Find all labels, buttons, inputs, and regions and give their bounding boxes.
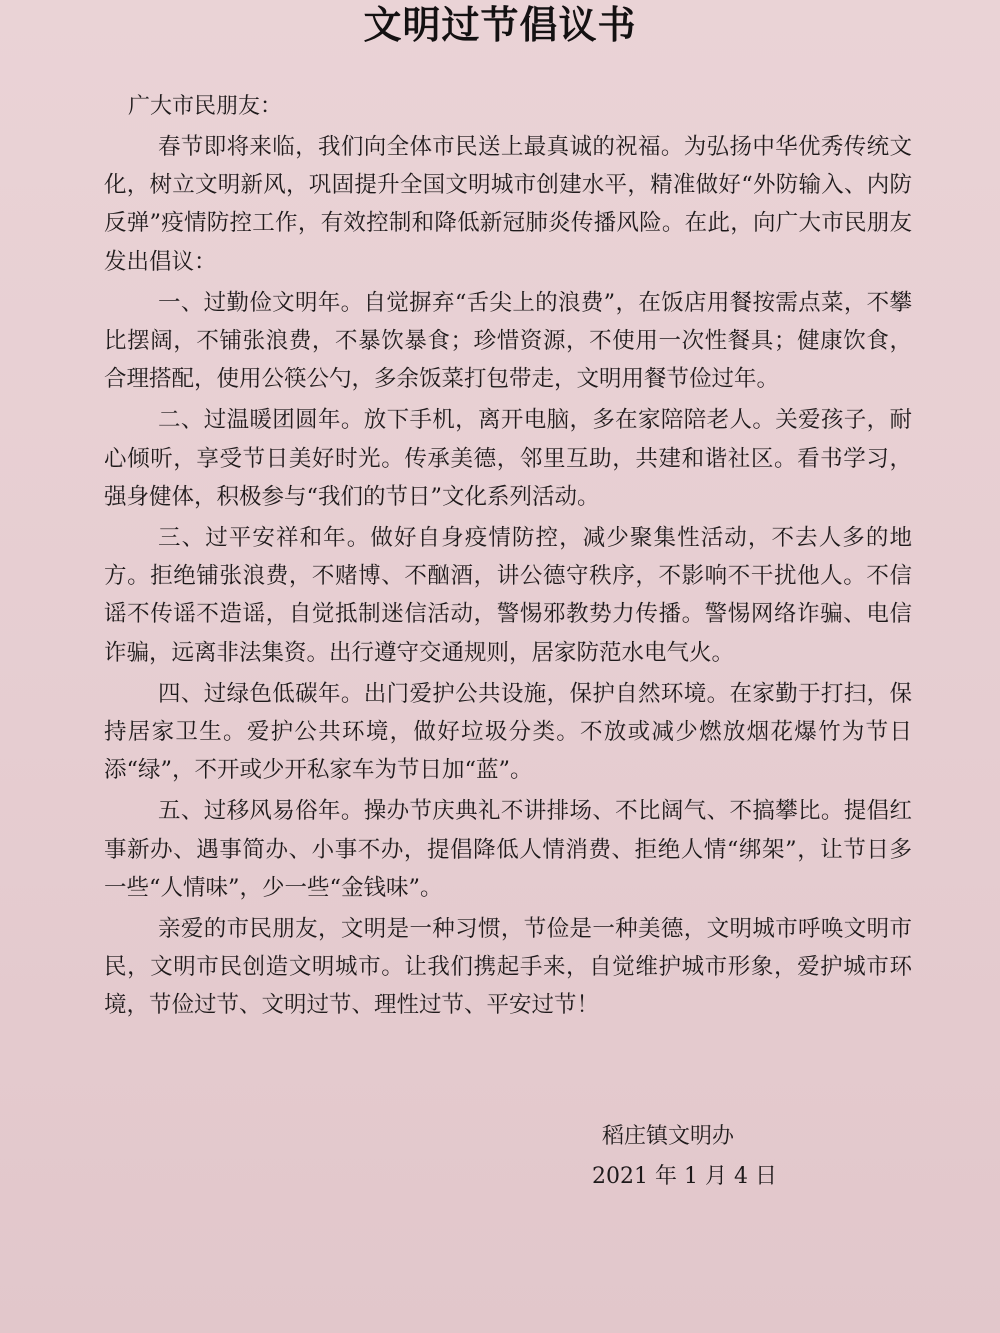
- proposal-item-2: 二、过温暖团圆年。放下手机，离开电脑，多在家陪陪老人。关爱孩子，耐心倾听，享受节日美好时光。传承美德，邻里互助，共建和谐社区。看书学习，强身健体，积极参与“我们的节日”文化系列活动。: [104, 407, 912, 510]
- proposal-item-3: 三、过平安祥和年。做好自身疫情防控，减少聚集性活动，不去人多的地方。拒绝铺张浪费，不赌博、不酗酒，讲公德守秩序，不影响不干扰他人。不信谣不传谣不造谣，自觉抵制迷信活动，警惕邪教势力传播。警惕网络诈骗、电信诈骗，远离非法集资。出行遵守交通规则，居家防范水电气火。: [104, 525, 912, 666]
- closing-paragraph: 亲爱的市民朋友，文明是一种习惯，节俭是一种美德，文明城市呼唤文明市民，文明市民创造文明城市。让我们携起手来，自觉维护城市形象，爱护城市环境，节俭过节、文明过节、理性过节、平安过节！: [104, 916, 912, 1019]
- proposal-item-5: 五、过移风易俗年。操办节庆典礼不讲排场、不比阔气、不搞攀比。提倡红事新办、遇事简办、小事不办，提倡降低人情消费、拒绝人情“绑架”，让节日多一些“人情味”，少一些“金钱味”。: [104, 798, 912, 901]
- salutation: 广大市民朋友：: [128, 94, 283, 119]
- proposal-item-1: 一、过勤俭文明年。自觉摒弃“舌尖上的浪费”，在饭店用餐按需点菜，不攀比摆阔，不铺张浪费，不暴饮暴食；珍惜资源，不使用一次性餐具；健康饮食，合理搭配，使用公筷公勺，多余饭菜打包带走，文明用餐节俭过年。: [104, 289, 912, 393]
- proposal-item-4: 四、过绿色低碳年。出门爱护公共设施，保护自然环境。在家勤于打扫，保持居家卫生。爱护公共环境，做好垃圾分类。不放或减少燃放烟花爆竹为节日添“绿”，不开或少开私家车为节日加“蓝”。: [104, 680, 912, 784]
- intro-paragraph: 春节即将来临，我们向全体市民送上最真诚的祝福。为弘扬中华优秀传统文化，树立文明新风，巩固提升全国文明城市创建水平，精准做好“外防输入、内防反弹”疫情防控工作，有效控制和降低新冠肺炎传播风险。在此，向广大市民朋友发出倡议：: [104, 134, 912, 275]
- document-body: [104, 128, 912, 1025]
- document-title: 文明过节倡议书: [363, 2, 637, 47]
- signature-organization: 稻庄镇文明办: [602, 1124, 735, 1149]
- signature-date: 2021 年 1 月 4 日: [592, 1164, 777, 1189]
